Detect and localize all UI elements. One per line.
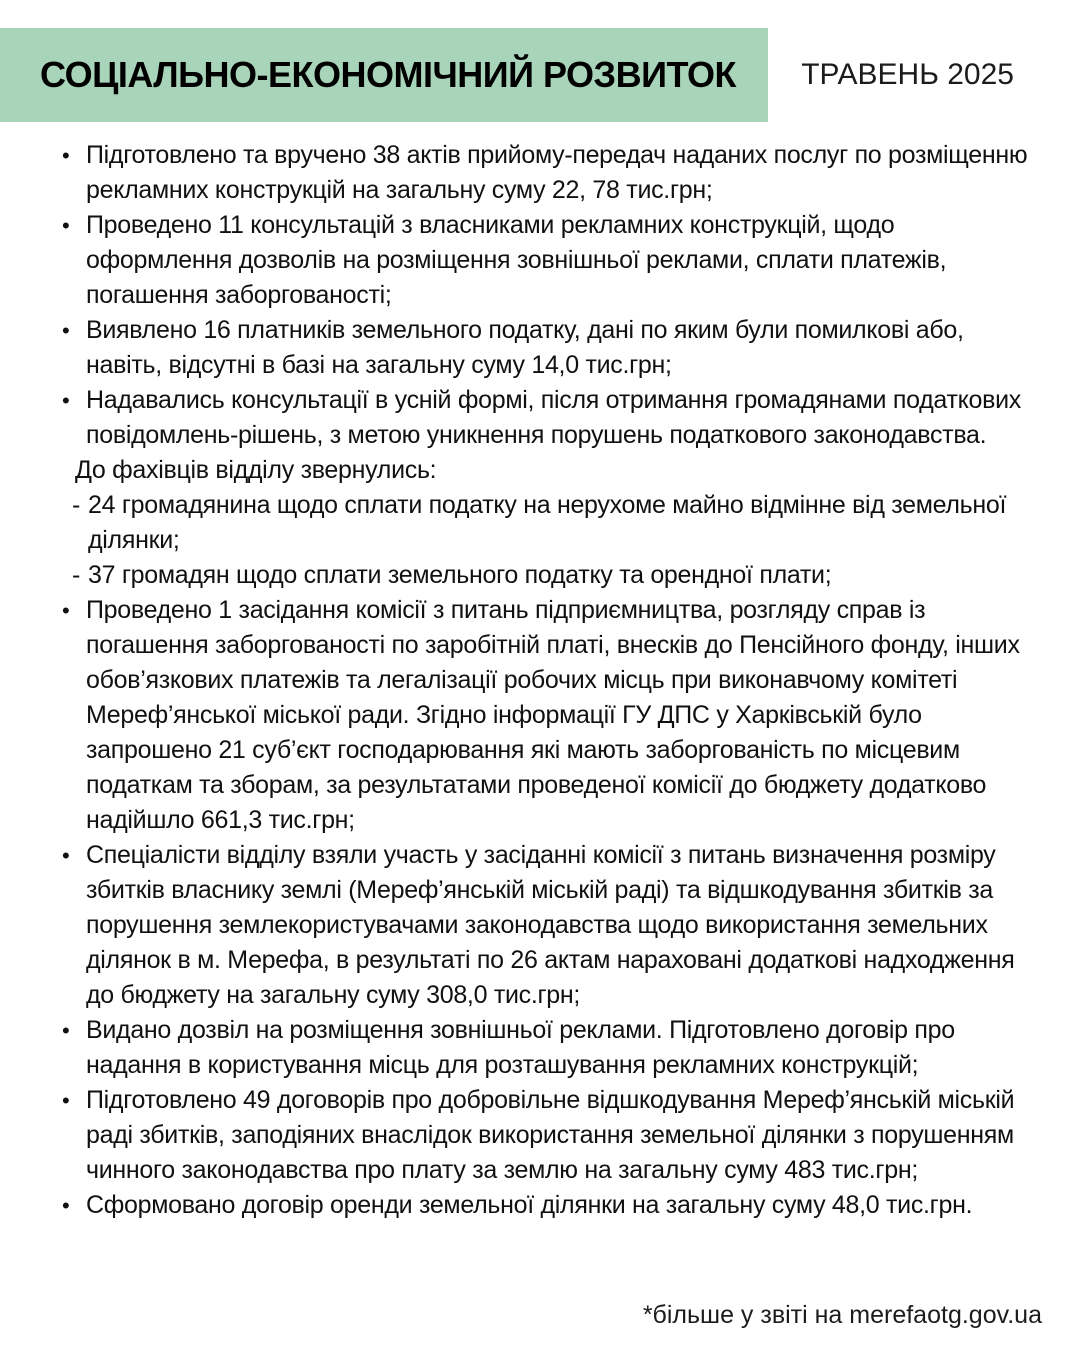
bullet-marker: •	[62, 1088, 70, 1113]
bullet-marker: -	[72, 561, 81, 589]
list-item	[72, 558, 1042, 593]
list-item	[72, 488, 1042, 558]
bullet-marker: •	[62, 598, 70, 623]
list-item	[62, 593, 1042, 838]
bullet-marker: •	[62, 213, 70, 238]
list-item	[62, 838, 1042, 1013]
list-item-text: Підготовлено та вручено 38 актів прийому-передач наданих послуг по розміщенню рекламних конструкцій на загальну суму 22, 78 тис.грн;	[86, 141, 1028, 204]
bullet-marker: •	[62, 1018, 70, 1043]
header-banner	[0, 28, 768, 122]
header	[0, 28, 1080, 122]
list-item	[62, 383, 1042, 453]
list-item-text: Підготовлено 49 договорів про добровільне відшкодування Мереф’янській міській раді збитків, заподіяних внаслідок використання земельної ділянки з порушенням чинного законодавства про плату за землю на загальну суму 483 тис.грн;	[86, 1086, 1015, 1184]
list-item-text: Проведено 1 засідання комісії з питань підприємництва, розгляду справ із погашення заборгованості по заробітній платі, внесків до Пенсійного фонду, інших обов’язкових платежів та легалізації робочих місць при виконавчому комітеті Мереф’янської міської ради. Згідно інформації ГУ ДПС у Харківській було запрошено 21 суб’єкт господарювання які мають заборгованість по місцевим податкам та зборам, за результатами проведеної комісії до бюджету додатково надійшло 661,3 тис.грн;	[86, 596, 1020, 834]
list-item-text: Сформовано договір оренди земельної ділянки на загальну суму 48,0 тис.грн.	[86, 1191, 973, 1219]
list-item-text: Спеціалісти відділу взяли участь у засіданні комісії з питань визначення розміру збитків власнику землі (Мереф’янській міській раді) та відшкодування збитків за порушення землекористувачами законодавства щодо використання земельних ділянок в м. Мерефа, в результаті по 26 актам нараховані додаткові надходження до бюджету на загальну суму 308,0 тис.грн;	[86, 841, 1015, 1009]
list-item-text: 37 громадян щодо сплати земельного податку та орендної плати;	[88, 561, 832, 589]
footer-note: *більше у звіті на merefaotg.gov.ua	[642, 1301, 1042, 1329]
list-item-text: До фахівців відділу звернулись:	[75, 456, 437, 484]
list-item-text: Проведено 11 консультацій з власниками рекламних конструкцій, щодо оформлення дозволів на розміщення зовнішньої реклами, сплати платежів, погашення заборгованості;	[86, 211, 947, 309]
list-item-text: Надавались консультації в усній формі, після отримання громадянами податкових повідомлень-рішень, з метою уникнення порушень податкового законодавства.	[86, 386, 1022, 449]
bullet-marker: •	[62, 388, 70, 413]
list-item	[62, 313, 1042, 383]
bullet-marker: •	[62, 843, 70, 868]
list-item-text: Виявлено 16 платників земельного податку, дані по яким були помилкові або, навіть, відсутні в базі на загальну суму 14,0 тис.грн;	[86, 316, 964, 379]
bullet-marker: •	[62, 143, 70, 168]
report-list	[62, 138, 1042, 1223]
list-item-text: Видано дозвіл на розміщення зовнішньої реклами. Підготовлено договір про надання в користування місць для розташування рекламних конструкцій;	[86, 1016, 955, 1079]
bullet-marker: •	[62, 1193, 70, 1218]
list-item-text: 24 громадянина щодо сплати податку на нерухоме майно відмінне від земельної ділянки;	[88, 491, 1007, 554]
page-title: СОЦІАЛЬНО-ЕКОНОМІЧНИЙ РОЗВИТОК	[40, 54, 737, 95]
report-period: ТРАВЕНЬ 2025	[801, 58, 1014, 91]
list-item	[75, 453, 1042, 488]
bullet-marker: -	[72, 491, 81, 519]
list-item	[62, 1083, 1042, 1188]
list-item	[62, 208, 1042, 313]
list-item	[62, 1013, 1042, 1083]
list-item	[62, 138, 1042, 208]
bullet-marker: •	[62, 318, 70, 343]
list-item	[62, 1188, 1042, 1223]
